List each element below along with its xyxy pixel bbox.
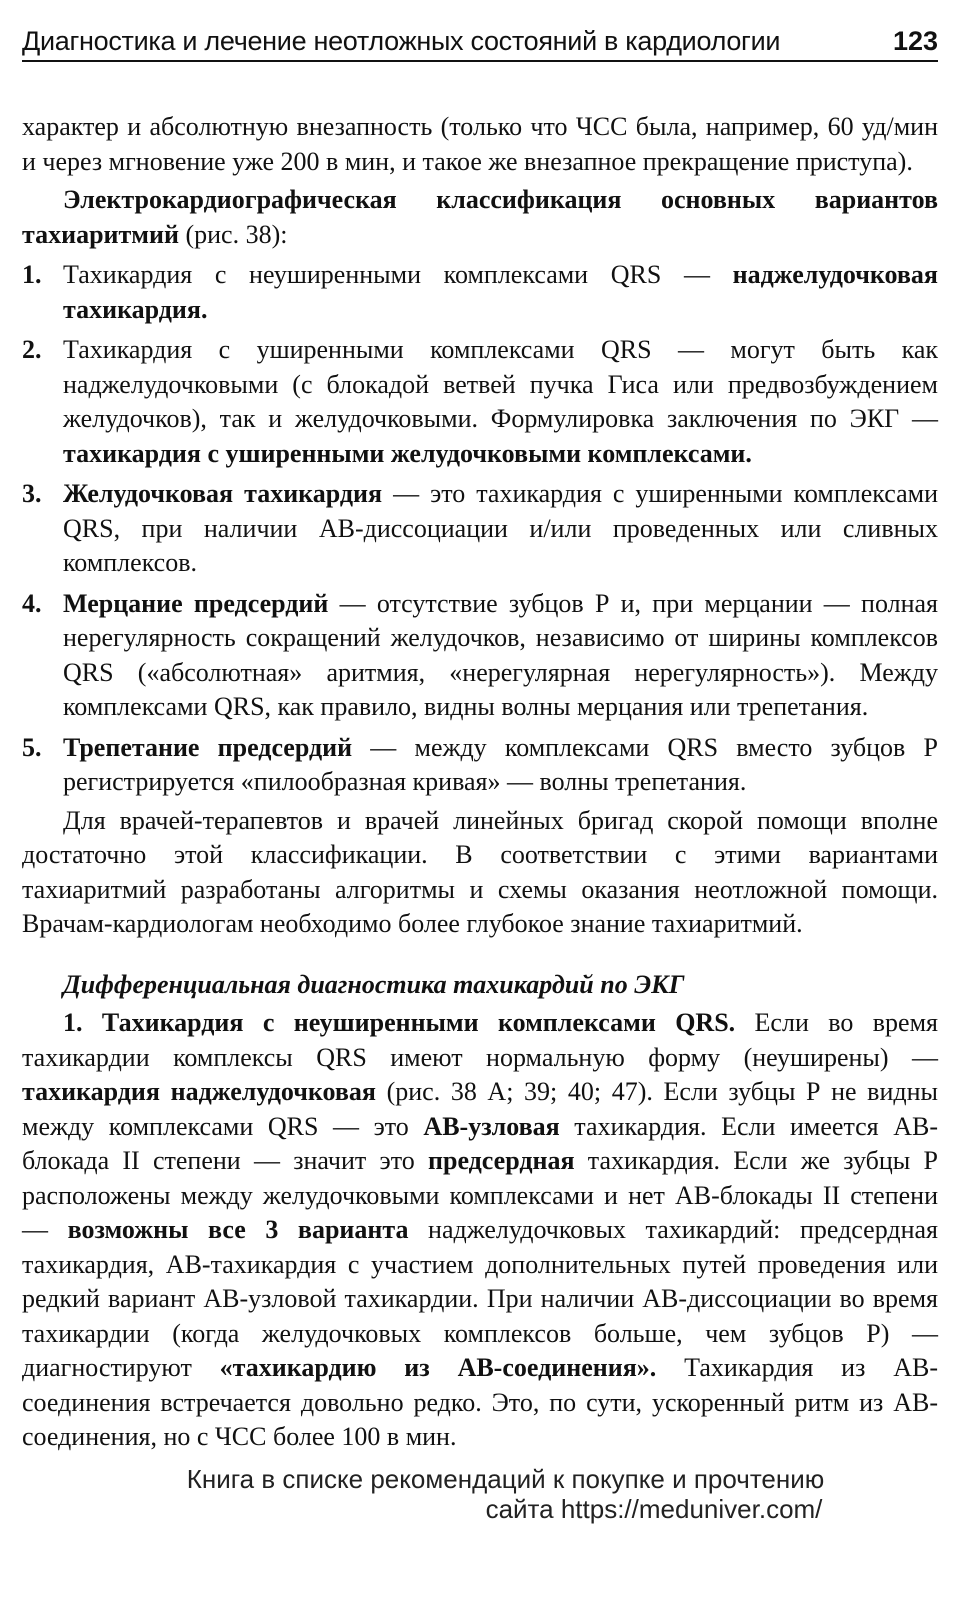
text-span: тахикардия. Если же зубцы Р расположены между желудочковыми комплексами и нет АВ-блокады II степени — — [22, 1146, 938, 1244]
page-number: 123 — [892, 26, 938, 56]
list-item-bold: Мерцание предсердий — [63, 588, 329, 618]
list-item-text: — отсутствие зубцов Р и, при мерцании — полная нерегулярность сокращений желудочков, независимо от ширины комплексов QRS («абсолютная» аритмия, «нерегулярная нерегулярность»). Между комплексами QRS, как правило, видны волны мерцания или трепетания. — [63, 588, 938, 721]
list-item-bold: Желудочковая тахикардия — [63, 479, 383, 508]
summary-paragraph: Для врачей-терапевтов и врачей линейных бригад скорой помощи вполне достаточно этой классификации. В соответствии с этими вариантами тахиаритмий разработаны алгоритмы и схемы оказания неотложной помощи. Врачам-кардиологам необходимо более глубокое знание тахиаритмий. — [22, 805, 938, 938]
page-body — [22, 110, 938, 1455]
text-span: (рис. 38 А; 39; 40; 47). Если зубцы Р не видны между комплексами QRS — это — [22, 1077, 938, 1141]
list-item-number: 1. — [22, 260, 42, 289]
intro-paragraph: характер и абсолютную внезапность (только что ЧСС была, например, 60 уд/мин и через мгновение уже 200 в мин, и такое же внезапное прекращение приступа). — [22, 112, 938, 176]
list-item-number: 3. — [22, 479, 42, 508]
list-item-number: 2. — [22, 335, 42, 364]
list-item-text: — это тахикардия с уширенными комплексами QRS, при наличии АВ-диссоциации и/или проведенных или сливных комплексов. — [63, 479, 939, 577]
list-item-bold: Трепетание предсердий — [63, 732, 353, 762]
text-span: наджелудочковых тахикардий: предсердная тахикардия, АВ-тахикардия с участием дополнительных путей проведения или редкий вариант АВ-узловой тахикардии. При наличии АВ-диссоциации во время тахикардии (когда желудочковых комплексов больше, чем зубцов Р) — диагностируют — [22, 1215, 938, 1382]
list-item — [22, 587, 938, 725]
list-item — [22, 333, 938, 471]
list-item-number: 5. — [22, 732, 42, 762]
section1-heading: 1. Тахикардия с неуширенными комплексами QRS. — [63, 1008, 736, 1037]
classification-title: Электрокардиографическая классификация основных вариантов тахиаритмий — [22, 185, 938, 249]
classification-list — [22, 258, 938, 800]
watermark-line-1: Книга в списке рекомендаций к покупке и прочтению — [186, 1464, 825, 1494]
section-subheading: Дифференциальная диагностика тахикардий по ЭКГ — [63, 969, 685, 999]
bold-span: предсердная — [428, 1146, 575, 1175]
list-item — [22, 731, 938, 800]
list-item-text: Тахикардия с уширенными комплексами QRS — могут быть как наджелудочковыми (с блокадой ветвей пучка Гиса или предвозбуждением желудочков), так и желудочковыми. Формулировка заключения по ЭКГ — — [63, 335, 938, 433]
running-title: Диагностика и лечение неотложных состояний в кардиологии — [22, 26, 781, 56]
text-span: Если во время тахикардии комплексы QRS имеют нормальную форму (неуширены) — — [22, 1008, 938, 1072]
list-item-bold: наджелудочковая тахикардия. — [63, 260, 938, 324]
bold-span: возможны все 3 варианта — [67, 1215, 409, 1244]
section1-paragraph — [22, 1006, 938, 1455]
bold-span: тахикардия наджелудочковая — [22, 1077, 376, 1106]
list-item-text: — между комплексами QRS вместо зубцов Р регистрируется «пилообразная кривая» — волны трепетания. — [63, 732, 938, 796]
classification-ref: (рис. 38): — [178, 219, 288, 249]
text-span: тахикардия. Если имеется АВ-блокада II степени — значит это — [22, 1111, 939, 1175]
classification-intro — [22, 183, 938, 252]
bold-span: «тахикардию из АВ-соединения». — [219, 1353, 657, 1382]
list-item — [22, 258, 938, 327]
text-span: Тахикардия из АВ-соединения встречается довольно редко. Это, по сути, ускоренный ритм из АВ-соединения, но с ЧСС более 100 в мин. — [22, 1353, 938, 1451]
list-item — [22, 477, 938, 581]
watermark-line-2: сайта https://meduniver.com/ — [485, 1494, 823, 1524]
running-header — [22, 26, 938, 62]
list-item-number: 4. — [22, 588, 42, 618]
bold-span: АВ-узловая — [423, 1111, 560, 1141]
list-item-bold: тахикардия с уширенными желудочковыми комплексами. — [63, 438, 752, 468]
list-item-text: Тахикардия с неуширенными комплексами QRS — — [63, 260, 733, 289]
